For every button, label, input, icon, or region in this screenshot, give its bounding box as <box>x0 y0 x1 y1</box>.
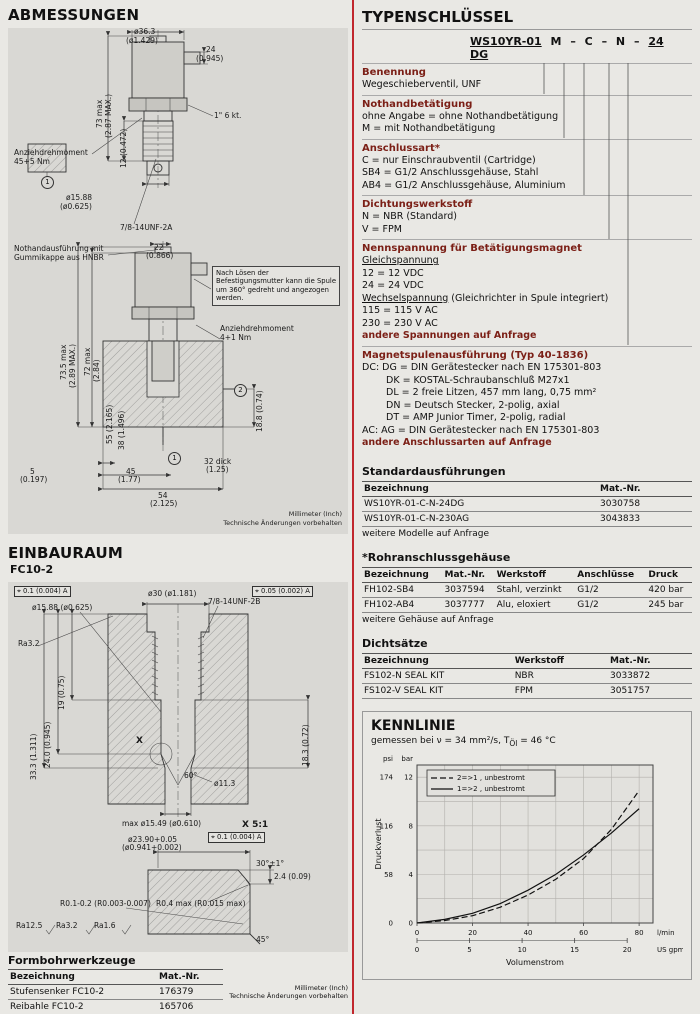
dim-label: 18.8 (0.74) <box>255 390 264 432</box>
einbauraum-title: EINBAURAUM <box>8 544 123 562</box>
svg-text:12: 12 <box>404 774 413 783</box>
svg-text:60: 60 <box>579 929 589 938</box>
dim-label: Anziehdrehmoment 45+5 Nm <box>14 148 88 166</box>
dim-label: Ra3.2 <box>18 639 40 648</box>
dim-label: 72 max <box>83 347 92 376</box>
section-note: andere Anschlussarten auf Anfrage <box>362 437 552 449</box>
cell: FPM <box>513 683 608 698</box>
cell: WS10YR-01-C-N-24DG <box>362 496 598 511</box>
form-tools-block <box>8 954 223 1014</box>
dim-label: 2.4 (0.09) <box>274 872 311 881</box>
dim-label: ø36.3 <box>134 27 156 36</box>
svg-text:0: 0 <box>414 946 420 955</box>
dim-label: 45° <box>256 935 270 944</box>
header-cell: Mat.-Nr. <box>442 567 494 582</box>
dim-label: (2.89 MAX.) <box>68 343 77 388</box>
section-line: DC: DG = DIN Gerätestecker nach EN 175301-803 <box>362 361 602 373</box>
line-bodies-table <box>362 567 692 613</box>
dim-label: 7/8-14UNF-2A <box>120 223 173 232</box>
cell: G1/2 <box>575 582 646 597</box>
section-line: ohne Angabe = ohne Nothandbetätigung <box>362 110 559 122</box>
detail-x-marker: X <box>136 736 143 746</box>
header-cell: Werkstoff <box>513 653 608 668</box>
dim-label: 5 <box>30 467 35 476</box>
dim-label: 60° <box>184 771 198 780</box>
seal-kits-title: Dichtsätze <box>362 636 428 650</box>
roughness-label: Ra12.5 <box>16 921 43 930</box>
svg-text:1=>2 , unbestromt: 1=>2 , unbestromt <box>457 785 525 794</box>
section-line: V = FPM <box>362 223 402 235</box>
header-cell: Bezeichnung <box>362 567 442 582</box>
page-footnote <box>229 984 348 1000</box>
typ-section-nothandbetaetigung <box>362 95 692 139</box>
section-line: 24 = 24 VDC <box>362 280 424 292</box>
dim-label: 32 dick <box>204 457 232 466</box>
dim-label: (0.945) <box>196 54 224 63</box>
table-header-row <box>8 970 223 985</box>
ac-subheading-label: Wechselspannung <box>362 292 449 304</box>
dim-label: (ø0.625) <box>60 202 92 211</box>
dim-label: 33.3 (1.311) <box>29 733 38 780</box>
subtitle-text: gemessen bei ν = 34 mm²/s, T <box>371 735 510 746</box>
code-seal: N <box>615 35 626 48</box>
form-tools-title: Formbohrwerkzeuge <box>8 954 136 967</box>
dim-label: 73.5 max <box>59 344 68 380</box>
svg-text:bar: bar <box>401 755 413 764</box>
header-cell: Mat.-Nr. <box>157 970 223 985</box>
svg-text:20: 20 <box>622 946 632 955</box>
cell: Reibahle FC10-2 <box>8 1000 157 1014</box>
svg-text:40: 40 <box>523 929 533 938</box>
port-1-marker: 1 <box>168 452 181 465</box>
table-row <box>8 985 223 1000</box>
table-row <box>362 597 692 612</box>
svg-text:116: 116 <box>379 822 393 831</box>
dim-label: 12 (0.472) <box>119 128 128 168</box>
cavity-model-label: FC10-2 <box>10 563 54 576</box>
einbauraum-drawing-panel <box>8 582 348 952</box>
svg-text:80: 80 <box>634 929 644 938</box>
svg-text:psi: psi <box>382 755 393 764</box>
cell: FH102-AB4 <box>362 597 442 612</box>
cell: Stufensenker FC10-2 <box>8 985 157 1000</box>
table-header-row <box>362 481 692 496</box>
standard-versions-table <box>362 481 692 527</box>
svg-text:4: 4 <box>408 871 413 880</box>
dim-label: max ø15.49 (ø0.610) <box>122 819 202 828</box>
code-dash: – <box>570 35 576 48</box>
cell: NBR <box>513 668 608 683</box>
table-header-row <box>362 653 692 668</box>
dim-label: 73 max <box>95 99 104 128</box>
kennlinie-subtitle <box>371 736 683 748</box>
section-line: 115 = 115 V AC <box>362 305 438 317</box>
dim-label: (ø1.429) <box>126 36 158 45</box>
table-note: weitere Gehäuse auf Anfrage <box>362 614 494 625</box>
code-coil: DG <box>470 48 489 61</box>
table-row <box>8 1000 223 1014</box>
roughness-label: Ra3.2 <box>56 921 78 930</box>
dim-label: (0.197) <box>20 475 48 484</box>
dc-subheading: Gleichspannung <box>362 255 439 267</box>
seal-kits-table <box>362 653 692 699</box>
dim-label: 7/8-14UNF-2B <box>208 597 261 606</box>
subtitle-text: = 46 °C <box>517 735 556 746</box>
typ-section-nennspannung <box>362 239 692 346</box>
kennlinie-block <box>362 711 692 981</box>
line-bodies-block <box>362 551 692 625</box>
cell: FS102-V SEAL KIT <box>362 683 513 698</box>
dim-label: ø11.3 <box>214 779 236 788</box>
code-dash: – <box>633 35 640 48</box>
svg-text:0: 0 <box>414 929 420 938</box>
dim-label: R0.1-0.2 (R0.003-0.007) <box>60 899 151 908</box>
table-row <box>362 582 692 597</box>
svg-text:10: 10 <box>517 946 527 955</box>
svg-text:Volumenstrom: Volumenstrom <box>506 958 564 968</box>
svg-text:2=>1 , unbestromt: 2=>1 , unbestromt <box>457 774 525 783</box>
dim-label: R0.4 max (R0.015 max) <box>156 899 246 908</box>
dim-label: 45 <box>126 467 136 476</box>
abmessungen-drawing-panel <box>8 28 348 534</box>
dim-label: 38 (1.496) <box>117 410 126 450</box>
header-cell: Mat.-Nr. <box>608 653 692 668</box>
dim-label: 55 (2.165) <box>105 404 114 444</box>
section-heading: Anschlussart* <box>362 142 440 154</box>
manual-override-note: Nothandausführung mit Gummikappe aus HNBR <box>14 244 104 262</box>
header-cell: Druck <box>646 567 692 582</box>
dim-label: (2.84) <box>92 359 101 382</box>
abmessungen-title: ABMESSUNGEN <box>8 6 140 24</box>
code-voltage: 24 <box>648 35 664 48</box>
dim-label: (0.866) <box>146 251 174 260</box>
valve-dimension-drawing-1 <box>8 28 348 240</box>
section-heading: Magnetspulenausführung (Typ 40-1836) <box>362 349 589 361</box>
cell: 420 bar <box>646 582 692 597</box>
dim-label: 30°±1° <box>256 859 285 868</box>
cell: 3033872 <box>608 668 692 683</box>
dim-label: 19 (0.75) <box>57 675 66 710</box>
table-row <box>362 511 692 526</box>
section-line: 12 = 12 VDC <box>362 267 424 279</box>
dim-label: (2.87 MAX.) <box>104 93 113 138</box>
code-port: C <box>584 35 593 48</box>
dim-label: 18.3 (0.72) <box>301 724 310 766</box>
header-cell: Mat.-Nr. <box>598 481 692 496</box>
dim-label: 54 <box>158 491 168 500</box>
svg-text:20: 20 <box>468 929 477 938</box>
units-footnote: Millimeter (Inch) <box>288 510 342 518</box>
tolerance-frame: ⌖ 0.05 (0.002) A <box>252 586 313 597</box>
left-column <box>8 0 348 1014</box>
roughness-label: Ra1.6 <box>94 921 116 930</box>
dim-label: (ø0.941+0.002) <box>122 843 182 852</box>
header-cell: Bezeichnung <box>362 481 598 496</box>
table-row <box>362 496 692 511</box>
cell: FS102-N SEAL KIT <box>362 668 513 683</box>
cell: 165706 <box>157 1000 223 1014</box>
form-tools-table <box>8 969 223 1014</box>
code-base: WS10YR-01 <box>470 35 542 48</box>
svg-text:5: 5 <box>467 946 472 955</box>
section-heading: Benennung <box>362 67 426 78</box>
dim-label: (2.125) <box>150 499 178 508</box>
svg-text:8: 8 <box>408 822 413 831</box>
section-line: SB4 = G1/2 Anschlussgehäuse, Stahl <box>362 167 539 179</box>
table-row <box>362 668 692 683</box>
ac-subheading-rest: (Gleichrichter in Spule integriert) <box>448 292 609 304</box>
section-line: DN = Deutsch Stecker, 2-polig, axial <box>386 399 560 411</box>
cell: FH102-SB4 <box>362 582 442 597</box>
dim-label: 1" 6 kt. <box>214 111 242 120</box>
dim-label: Anziehdrehmoment 4+1 Nm <box>220 324 294 342</box>
kennlinie-title: KENNLINIE <box>371 717 456 734</box>
section-line: C = nur Einschraubventil (Cartridge) <box>362 154 536 166</box>
dim-label: (1.77) <box>118 475 141 484</box>
coil-rotation-note: Nach Lösen der Befestigungsmutter kann die Spule um 360° gedreht und angezogen werden. <box>212 266 340 306</box>
ac-subheading <box>362 293 692 306</box>
changes-footnote: Technische Änderungen vorbehalten <box>223 519 342 527</box>
standard-versions-title: Standardausführungen <box>362 464 506 478</box>
header-cell: Werkstoff <box>495 567 576 582</box>
tolerance-frame: ⌖ 0.1 (0.004) A <box>208 832 265 843</box>
table-note: weitere Modelle auf Anfrage <box>362 528 490 539</box>
typ-section-benennung <box>362 63 692 95</box>
type-code-breakdown <box>362 63 692 453</box>
dim-label: 24 <box>206 45 216 54</box>
cell: Alu, eloxiert <box>495 597 576 612</box>
port-1-marker: 1 <box>41 176 54 189</box>
section-line: 230 = 230 V AC <box>362 317 438 329</box>
cavity-drawing <box>8 582 348 952</box>
typ-section-dichtungswerkstoff <box>362 195 692 239</box>
standard-versions-block <box>362 465 692 539</box>
dim-label: ø15.88 <box>66 193 93 202</box>
svg-text:15: 15 <box>570 946 580 955</box>
svg-text:US gpm: US gpm <box>657 946 683 955</box>
dim-label: ø30 (ø1.181) <box>148 589 197 598</box>
kennlinie-chart <box>371 751 683 973</box>
cell: 3030758 <box>598 496 692 511</box>
dim-label: 22 <box>154 243 164 252</box>
dim-label: ø23.90+0.05 <box>128 835 178 844</box>
svg-text:58: 58 <box>384 871 393 880</box>
typ-section-magnetspule <box>362 346 692 453</box>
section-heading: Dichtungswerkstoff <box>362 199 473 211</box>
port-2-marker: 2 <box>234 384 247 397</box>
cell: WS10YR-01-C-N-230AG <box>362 511 598 526</box>
svg-text:0: 0 <box>388 919 393 928</box>
tolerance-frame: ⌖ 0.1 (0.004) A <box>14 586 71 597</box>
section-line: AB4 = G1/2 Anschlussgehäuse, Aluminium <box>362 179 566 191</box>
code-dash: – <box>601 35 608 48</box>
section-line: N = NBR (Standard) <box>362 211 457 223</box>
subtitle-subscript: Öl <box>509 738 518 748</box>
cell: 3037777 <box>442 597 494 612</box>
cell: G1/2 <box>575 597 646 612</box>
dim-label: 24.0 (0.945) <box>43 721 52 768</box>
header-cell: Bezeichnung <box>362 653 513 668</box>
section-heading: Nothandbetätigung <box>362 98 473 110</box>
section-heading: Nennspannung für Betätigungsmagnet <box>362 243 582 255</box>
section-line: DL = 2 freie Litzen, 457 mm lang, 0,75 mm² <box>386 387 597 399</box>
header-cell: Bezeichnung <box>8 970 157 985</box>
typ-section-anschlussart <box>362 139 692 196</box>
right-column <box>362 0 692 980</box>
section-line: DT = AMP Junior Timer, 2-polig, radial <box>386 412 566 424</box>
cell: 3051757 <box>608 683 692 698</box>
svg-text:174: 174 <box>379 774 393 783</box>
cell: 176379 <box>157 985 223 1000</box>
cell: 3037594 <box>442 582 494 597</box>
svg-text:0: 0 <box>408 919 413 928</box>
cell: 3043833 <box>598 511 692 526</box>
header-cell: Anschlüsse <box>575 567 646 582</box>
svg-text:l/min: l/min <box>657 929 675 938</box>
typenschluessel-title: TYPENSCHLÜSSEL <box>362 0 692 30</box>
section-line: M = mit Nothandbetätigung <box>362 123 496 135</box>
table-row <box>362 683 692 698</box>
detail-scale-label: X 5:1 <box>242 820 269 830</box>
cell: Stahl, verzinkt <box>495 582 576 597</box>
column-divider <box>352 0 354 1014</box>
section-note: andere Spannungen auf Anfrage <box>362 330 537 342</box>
section-line: AC: AG = DIN Gerätestecker nach EN 175301-803 <box>362 424 600 436</box>
dim-label: (1.25) <box>206 465 229 474</box>
line-bodies-title: *Rohranschlussgehäuse <box>362 550 511 564</box>
dim-label: ø15.88 (ø0.625) <box>32 603 93 612</box>
changes-footnote: Technische Änderungen vorbehalten <box>229 992 348 1000</box>
code-manual: M <box>550 35 562 48</box>
svg-text:Druckverlust: Druckverlust <box>374 818 383 871</box>
units-footnote: Millimeter (Inch) <box>294 984 348 992</box>
section-line: DK = KOSTAL-Schraubanschluß M27x1 <box>386 374 570 386</box>
table-header-row <box>362 567 692 582</box>
section-line: Wegeschieberventil, UNF <box>362 79 482 90</box>
type-code <box>362 35 692 61</box>
seal-kits-block <box>362 637 692 699</box>
cell: 245 bar <box>646 597 692 612</box>
